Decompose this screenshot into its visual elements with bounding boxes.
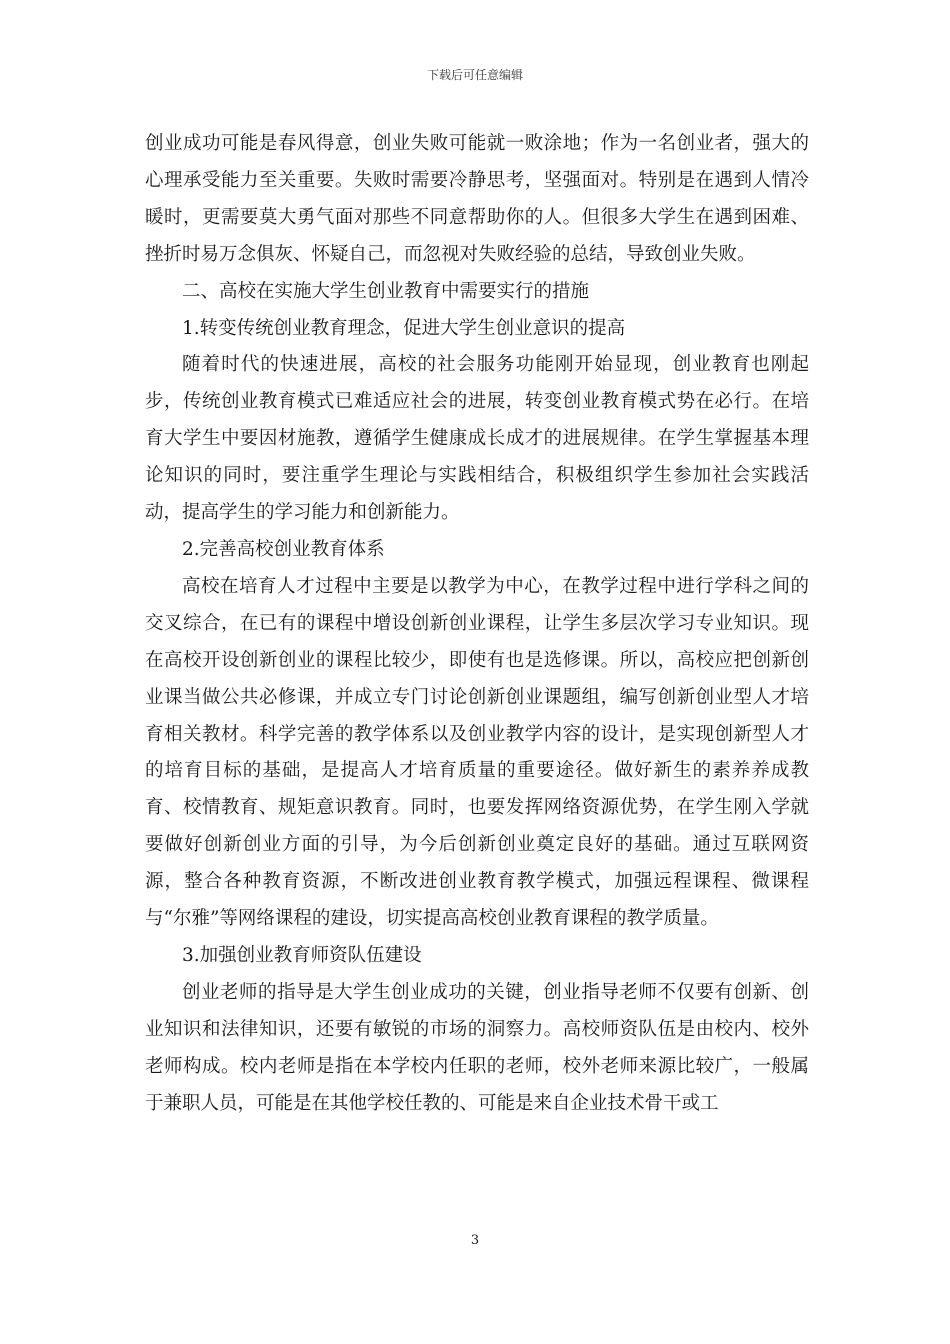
paragraph: 高校在培育人才过程中主要是以教学为中心，在教学过程中进行学科之间的交叉综合，在已有的课程中增设创新创业课程，让学生多层次学习专业知识。现在高校开设创新创业的课程比较少，即使有也是选修课。所以，高校应把创新创业课当做公共必修课，并成立专门讨论创新创业课题组，编写创新创业型人才培育相关教材。科学完善的教学体系以及创业教学内容的设计，是实现创新型人才的培育目标的基础，是提高人才培育质量的重要途径。做好新生的素养养成教育、校情教育、规矩意识教育。同时，也要发挥网络资源优势，在学生刚入学就要做好创新创业方面的引导，为今后创新创业奠定良好的基础。通过互联网资源，整合各种教育资源，不断改进创业教育教学模式，加强远程课程、微课程与“尔雅”等网络课程的建设，切实提高高校创业教育课程的教学质量。: [145, 575, 809, 930]
paragraph: 随着时代的快速进展，高校的社会服务功能刚开始显现，创业教育也刚起步，传统创业教育模式已难适应社会的进展，转变创业教育模式势在必行。在培育大学生中要因材施教，遵循学生健康成长成才的进展规律。在学生掌握基本理论知识的同时，要注重学生理论与实践相结合，积极组织学生参加社会实践活动，提高学生的学习能力和创新能力。: [145, 354, 809, 524]
page-number: 3: [470, 1233, 480, 1248]
paragraph: 创业成功可能是春风得意，创业失败可能就一败涂地；作为一名创业者，强大的心理承受能力至关重要。失败时需要冷静思考，坚强面对。特别是在遇到人情冷暖时，更需要莫大勇气面对那些不同意帮助你的人。但很多大学生在遇到困难、挫折时易万念俱灰、怀疑自己，而忽视对失败经验的总结，导致创业失败。: [145, 133, 809, 265]
section-heading: 二、高校在实施大学生创业教育中需要实行的措施: [182, 280, 590, 302]
subsection-heading: 2.完善高校创业教育体系: [182, 538, 385, 560]
paragraph: 创业老师的指导是大学生创业成功的关键，创业指导老师不仅要有创新、创业知识和法律知识，还要有敏锐的市场的洞察力。高校师资队伍是由校内、校外老师构成。校内老师是指在本学校内任职的老师，校外老师来源比较广，一般属于兼职人员，可能是在其他学校任教的、可能是来自企业技术骨干或工: [145, 981, 809, 1114]
document-body: [145, 126, 809, 1122]
page-header: 下载后可任意编辑: [426, 68, 523, 82]
subsection-heading: 3.加强创业教育师资队伍建设: [182, 944, 422, 966]
subsection-heading: 1.转变传统创业教育理念，促进大学生创业意识的提高: [182, 317, 626, 339]
